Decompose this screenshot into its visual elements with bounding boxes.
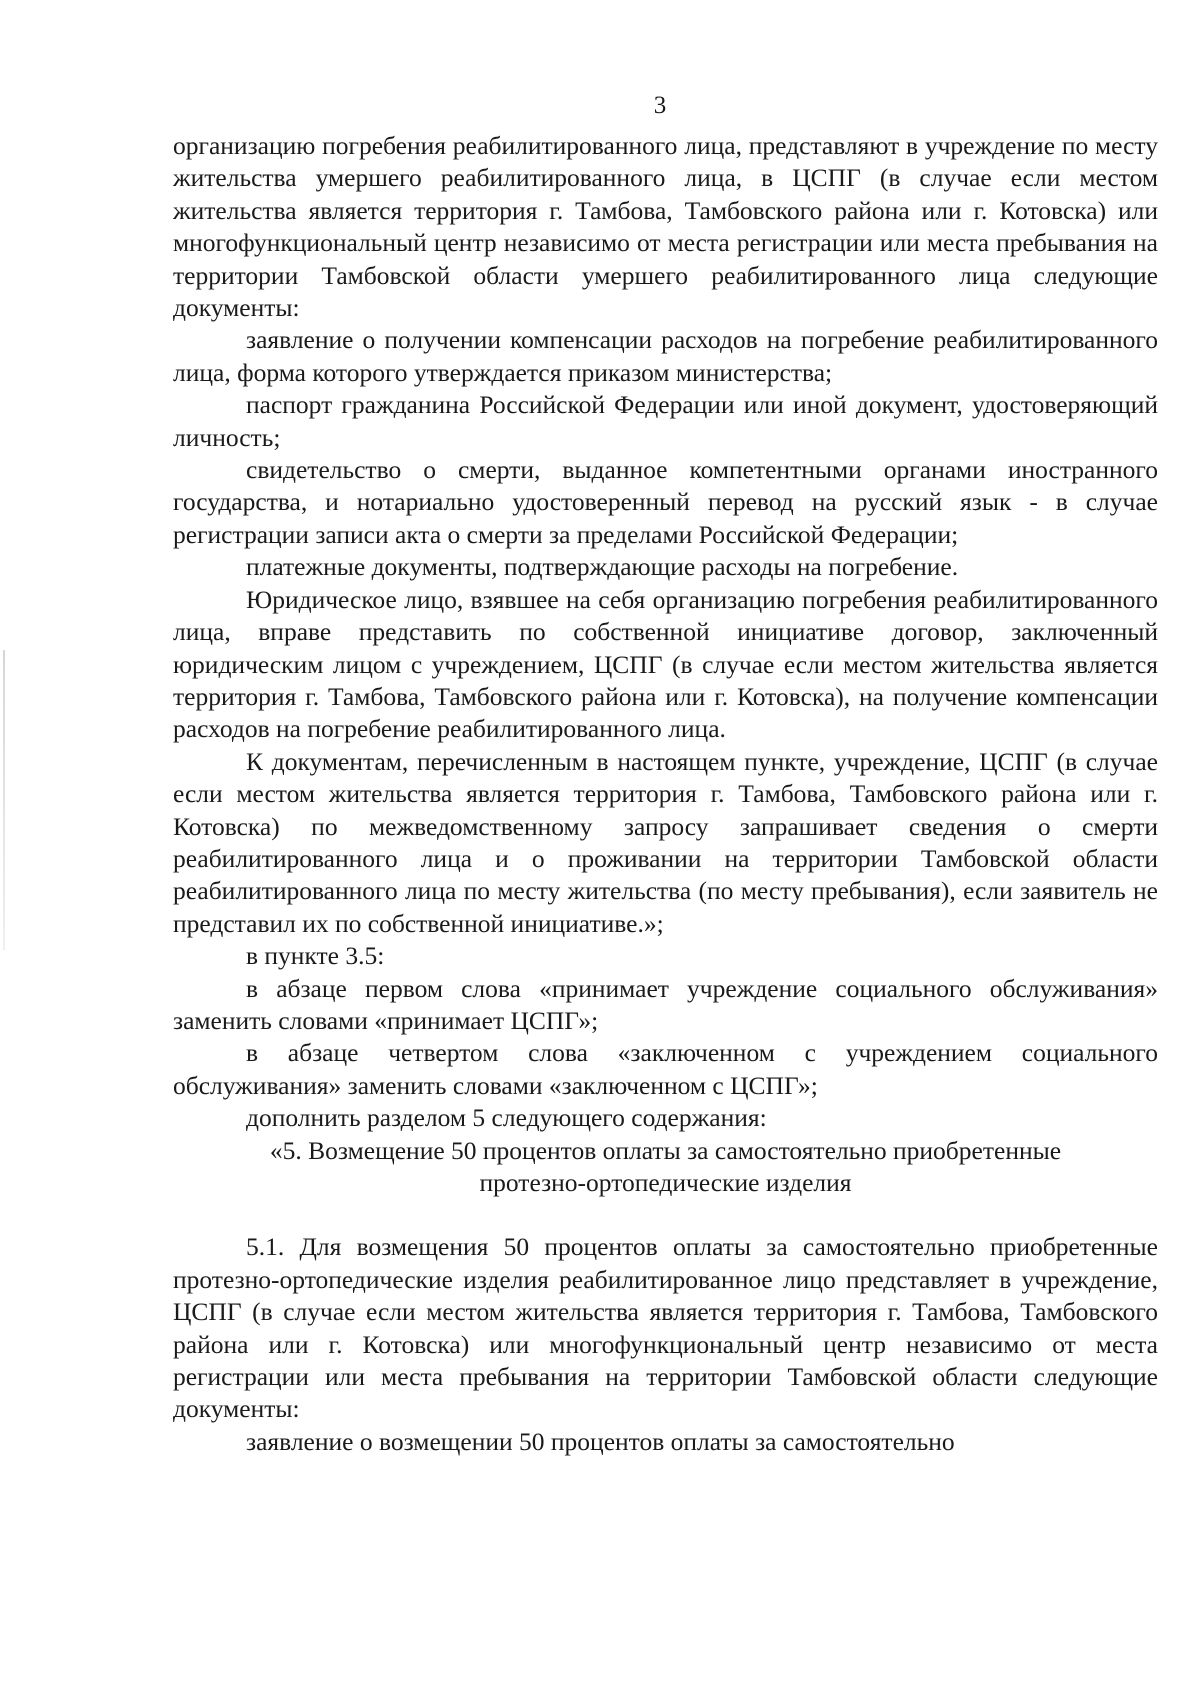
paragraph-5-1: 5.1. Для возмещения 50 процентов оплаты за самостоятельно приобретенные протезно-ортопедические изделия реабилитированное лицо представляет в учреждение, ЦСПГ (в случае если местом жительства является территория г. Тамбова, Тамбовского района или г. Котовска) или многофункциональный центр независимо от места регистрации или места пребывания на территории Тамбовской области следующие документы:: [173, 1232, 1158, 1424]
paragraph-add-section: дополнить разделом 5 следующего содержания:: [246, 1103, 767, 1133]
section-heading-line-1: «5. Возмещение 50 процентов оплаты за самостоятельно приобретенные: [269, 1135, 1062, 1165]
list-item-application: заявление о получении компенсации расходов на погребение реабилитированного лица, форма которого утверждается приказом министерства;: [173, 325, 1158, 387]
paragraph-legal-entity: Юридическое лицо, взявшее на себя организацию погребения реабилитированного лица, вправе представить по собственной инициативе договор, заключенный юридическим лицом с учреждением, ЦСПГ (в случае если местом жительства является территория г. Тамбова, Тамбовского района или г. Котовска), на получение компенсации расходов на погребение реабилитированного лица.: [173, 584, 1158, 744]
paragraph-fourth-abzac: в абзаце четвертом слова «заключенном с учреждением социального обслуживания» заменить словами «заключенном с ЦСПГ»;: [173, 1038, 1158, 1100]
scan-edge-mark: [3, 650, 5, 950]
list-item-payment-documents: платежные документы, подтверждающие расходы на погребение.: [246, 552, 959, 582]
blank-line: [173, 1199, 1158, 1231]
list-item-passport: паспорт гражданина Российской Федерации или иной документ, удостоверяющий личность;: [173, 390, 1158, 452]
paragraph-reimbursement-application: заявление о возмещении 50 процентов оплаты за самостоятельно: [246, 1426, 955, 1456]
section-heading-line-2: протезно-ортопедические изделия: [479, 1168, 852, 1197]
page-number: 3: [653, 92, 667, 119]
document-body: [173, 130, 1158, 1458]
paragraph-continuation: организацию погребения реабилитированного лица, представляют в учреждение по месту жительства умершего реабилитированного лица, в ЦСПГ (в случае если местом жительства является территория г. Тамбова, Тамбовского района или г. Котовска) или многофункциональный центр независимо от места регистрации или места пребывания на территории Тамбовской области умершего реабилитированного лица следующие документы:: [173, 131, 1158, 323]
paragraph-clause-3-5: в пункте 3.5:: [246, 941, 385, 971]
list-item-death-certificate: свидетельство о смерти, выданное компетентными органами иностранного государства, и нотариально удостоверенный перевод на русский язык - в случае регистрации записи акта о смерти за пределами Российской Федерации;: [173, 455, 1158, 549]
paragraph-first-abzac: в абзаце первом слова «принимает учреждение социального обслуживания» заменить словами «принимает ЦСПГ»;: [173, 973, 1158, 1035]
section-5-heading: [173, 1135, 1158, 1200]
paragraph-interagency-request: К документам, перечисленным в настоящем пункте, учреждение, ЦСПГ (в случае если местом жительства является территория г. Тамбова, Тамбовского района или г. Котовска) по межведомственному запросу запрашивает сведения о смерти реабилитированного лица и о проживании на территории Тамбовской области реабилитированного лица по месту жительства (по месту пребывания), если заявитель не представил их по собственной инициативе.»;: [173, 746, 1158, 938]
